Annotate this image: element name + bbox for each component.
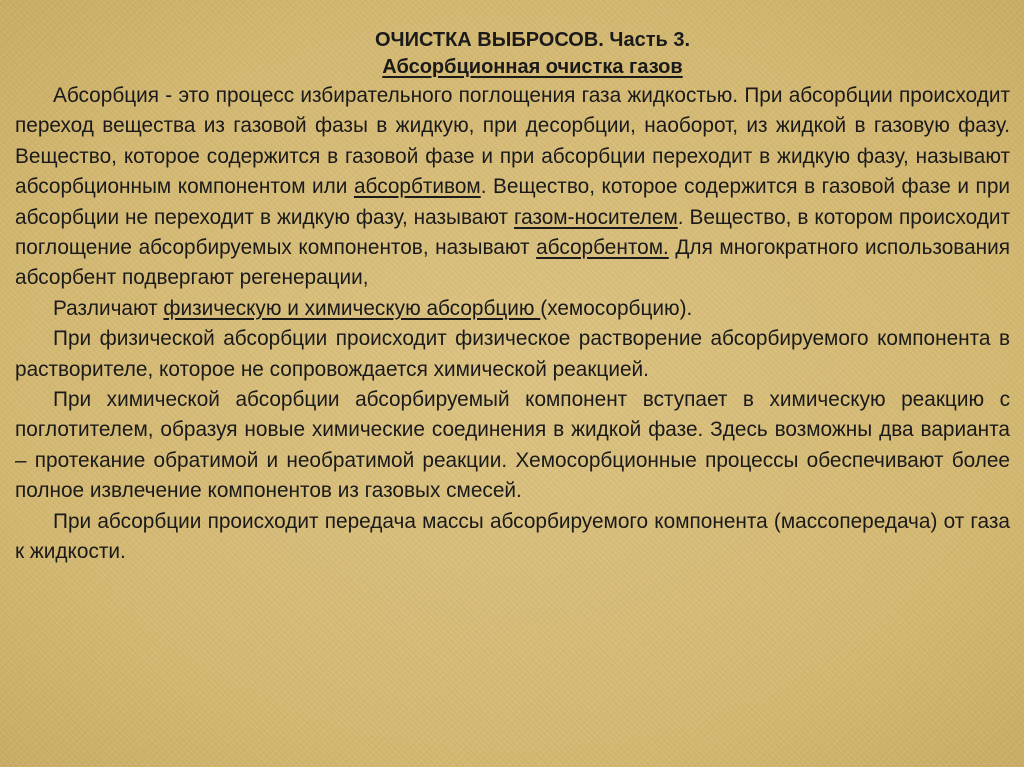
term-absorbent: абсорбентом. [536, 236, 669, 260]
paragraph-absorption-definition [15, 81, 1010, 294]
paragraph-text: . Вещество, которое содержится в газовой фазе и при абсорбции не переходит в жидкую фазу, называют [15, 175, 1011, 229]
paragraph-text: . Вещество, в котором происходит поглощение абсорбируемых компонентов, называют [15, 205, 1010, 260]
paragraph-mass-transfer: При абсорбции происходит передача массы абсорбируемого компонента (массопередача) от газа к жидкости. [15, 509, 1010, 564]
paragraph-chemical-absorption: При химической абсорбции абсорбируемый компонент вступает в химическую реакцию с поглотителем, образуя новые химические соединения в жидкой фазе. Здесь возможны два варианта – протекание обратимой и необратимой реакции. Хемосорбционные процессы обеспечивают более полное извлечение компонентов из газовых смесей. [15, 388, 1010, 503]
term-carrier-gas: газом-носителем [513, 205, 678, 229]
paragraph-text: Для многократного использования абсорбент подвергают регенерации, [15, 236, 1011, 290]
paragraph-text: Различают [53, 296, 164, 320]
paragraph-absorption-types [15, 294, 1010, 324]
page-title: ОЧИСТКА ВЫБРОСОВ. Часть 3. [374, 29, 691, 51]
title-block [15, 26, 1010, 81]
paragraph-text: Абсорбция - это процесс избирательного поглощения газа жидкостью. При абсорбции происходит переход вещества из газовой фазы в жидкую, при десорбции, наоборот, из жидкой в газовую фазу. Вещество, которое содержится в газовой фазе и при абсорбции переходит в жидкую фазу, называют абсорбционным компонентом или [15, 84, 1010, 199]
paragraph-text: (хемосорбцию). [540, 296, 693, 320]
term-absorbtive: абсорбтивом [353, 175, 481, 199]
paragraph-physical-absorption: При физической абсорбции происходит физическое растворение абсорбируемого компонента в растворителе, которое не сопровождается химической реакцией. [15, 327, 1010, 381]
term-physical-chemical-absorption: физическую и химическую абсорбцию [163, 296, 541, 320]
page-subtitle: Абсорбционная очистка газов [382, 56, 683, 78]
